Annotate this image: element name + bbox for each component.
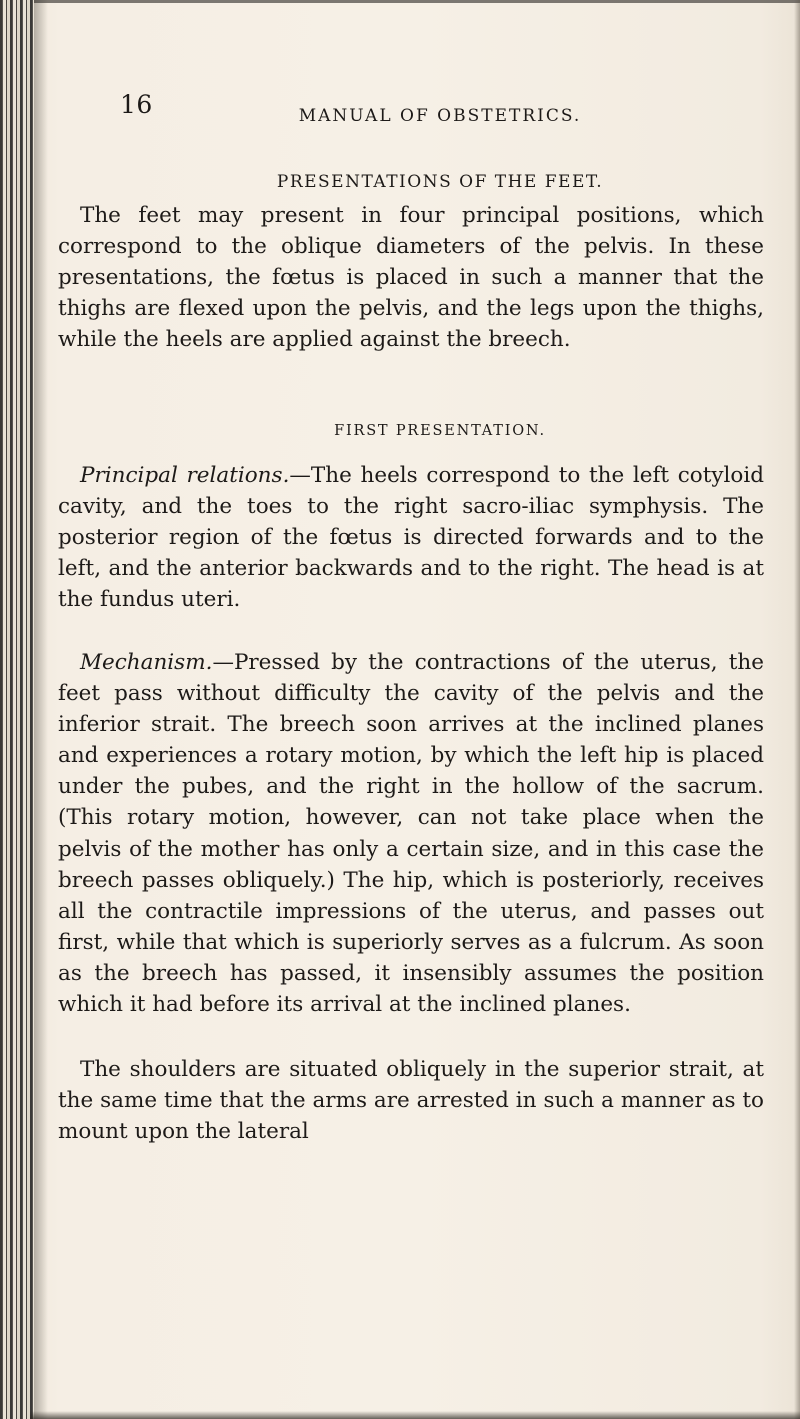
running-head: MANUAL OF OBSTETRICS. (298, 106, 582, 126)
mechanism-text: —Pressed by the contractions of the uterus, the feet pass without difficulty the cavity of the pelvis and the inferior strait. The breech soon arrives at the inclined planes and experiences a rotary motion, by which the left hip is placed under the pubes, and the right in the hollow of the sacrum. (This rotary motion, however, can not take place when the pelvis of the mother has only a certain size, and in this case the breech passes obliquely.) The hip, which is posteriorly, receives all the contractile impressions of the uterus, and passes out first, while that which is superiorly serves as a fulcrum. As soon as the breech has passed, it insensibly assumes the position which it had before its arrival at the inclined planes. (58, 650, 764, 1018)
page-number: 16 (120, 90, 153, 119)
right-page-edge (794, 0, 800, 1419)
gutter-shadow (34, 0, 48, 1419)
principal-relations-paragraph (58, 460, 764, 615)
subsection-heading: FIRST PRESENTATION. (334, 423, 546, 439)
page-header (120, 90, 760, 134)
shoulders-paragraph: The shoulders are situated obliquely in the superior strait, at the same time that the arms are arrested in such a manner as to mount upon the lateral (58, 1057, 764, 1145)
mechanism-paragraph (58, 647, 764, 1020)
mechanism-lead: Mechanism. (80, 650, 213, 675)
top-page-edge (34, 0, 800, 3)
bottom-page-edge (30, 1411, 800, 1419)
section-heading: PRESENTATIONS OF THE FEET. (276, 172, 604, 192)
principal-relations-text: —The heels correspond to the left cotyloid cavity, and the toes to the right sacro-iliac symphysis. The posterior region of the fœtus is directed forwards and to the left, and the anterior backwards and to the right. The head is at the fundus uteri. (58, 463, 764, 613)
intro-paragraph: The feet may present in four principal positions, which correspond to the oblique diameters of the pelvis. In these presentations, the fœtus is placed in such a manner that the thighs are flexed upon the pelvis, and the legs upon the thighs, while the heels are applied against the breech. (58, 203, 764, 353)
book-binding-edge (0, 0, 34, 1419)
principal-relations-lead: Principal relations. (80, 463, 290, 488)
